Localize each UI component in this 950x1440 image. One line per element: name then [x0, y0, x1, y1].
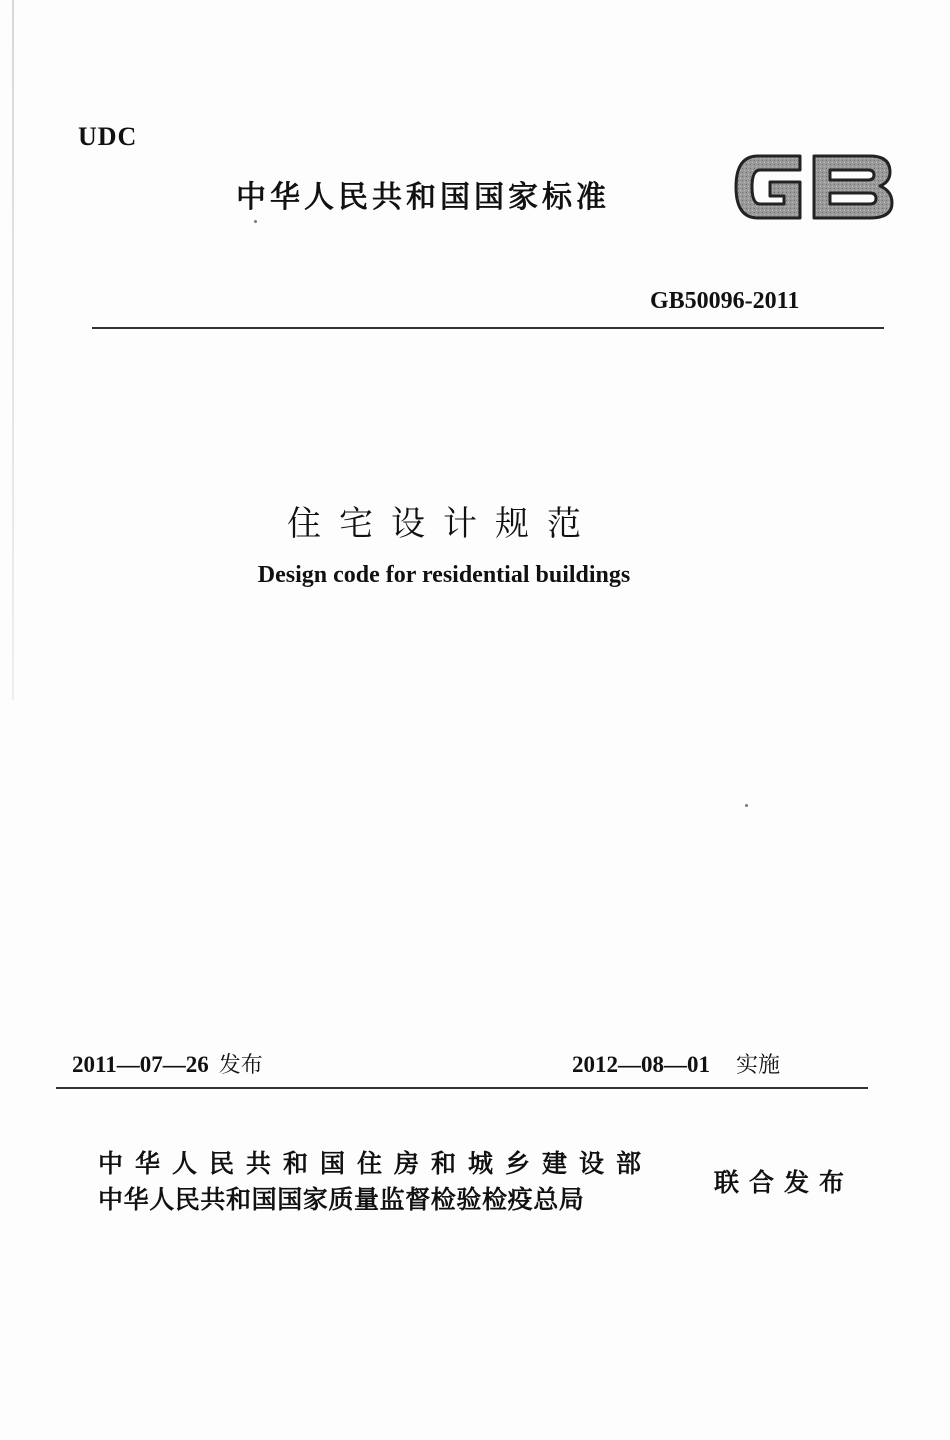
issue-date-line [72, 1048, 263, 1079]
footer-divider [56, 1087, 868, 1089]
scan-speck [745, 804, 748, 807]
standard-number: GB50096-2011 [650, 288, 800, 314]
implementation-date-line [572, 1048, 780, 1079]
document-title-chinese: 住宅设计规范 [287, 504, 599, 544]
gb-logo [730, 148, 896, 226]
scan-edge-shadow [12, 0, 14, 700]
implementation-label: 实施 [736, 1053, 781, 1078]
implementation-date: 2012—08—01 [572, 1052, 710, 1077]
issuing-authorities [98, 1146, 653, 1218]
scan-speck [254, 220, 257, 223]
issue-label: 发布 [218, 1053, 263, 1078]
udc-label: UDC [78, 122, 138, 151]
document-title-english: Design code for residential buildings [257, 562, 631, 588]
national-standard-heading: 中华人民共和国国家标准 [236, 180, 610, 215]
header-divider [92, 327, 884, 329]
issue-date: 2011—07—26 [72, 1052, 209, 1077]
issuer-aqsiq: 中华人民共和国国家质量监督检验检疫总局 [98, 1185, 585, 1214]
issuer-ministry: 中华人民共和国住房和城乡建设部 [98, 1149, 654, 1178]
joint-issue-label: 联合发布 [714, 1168, 855, 1197]
